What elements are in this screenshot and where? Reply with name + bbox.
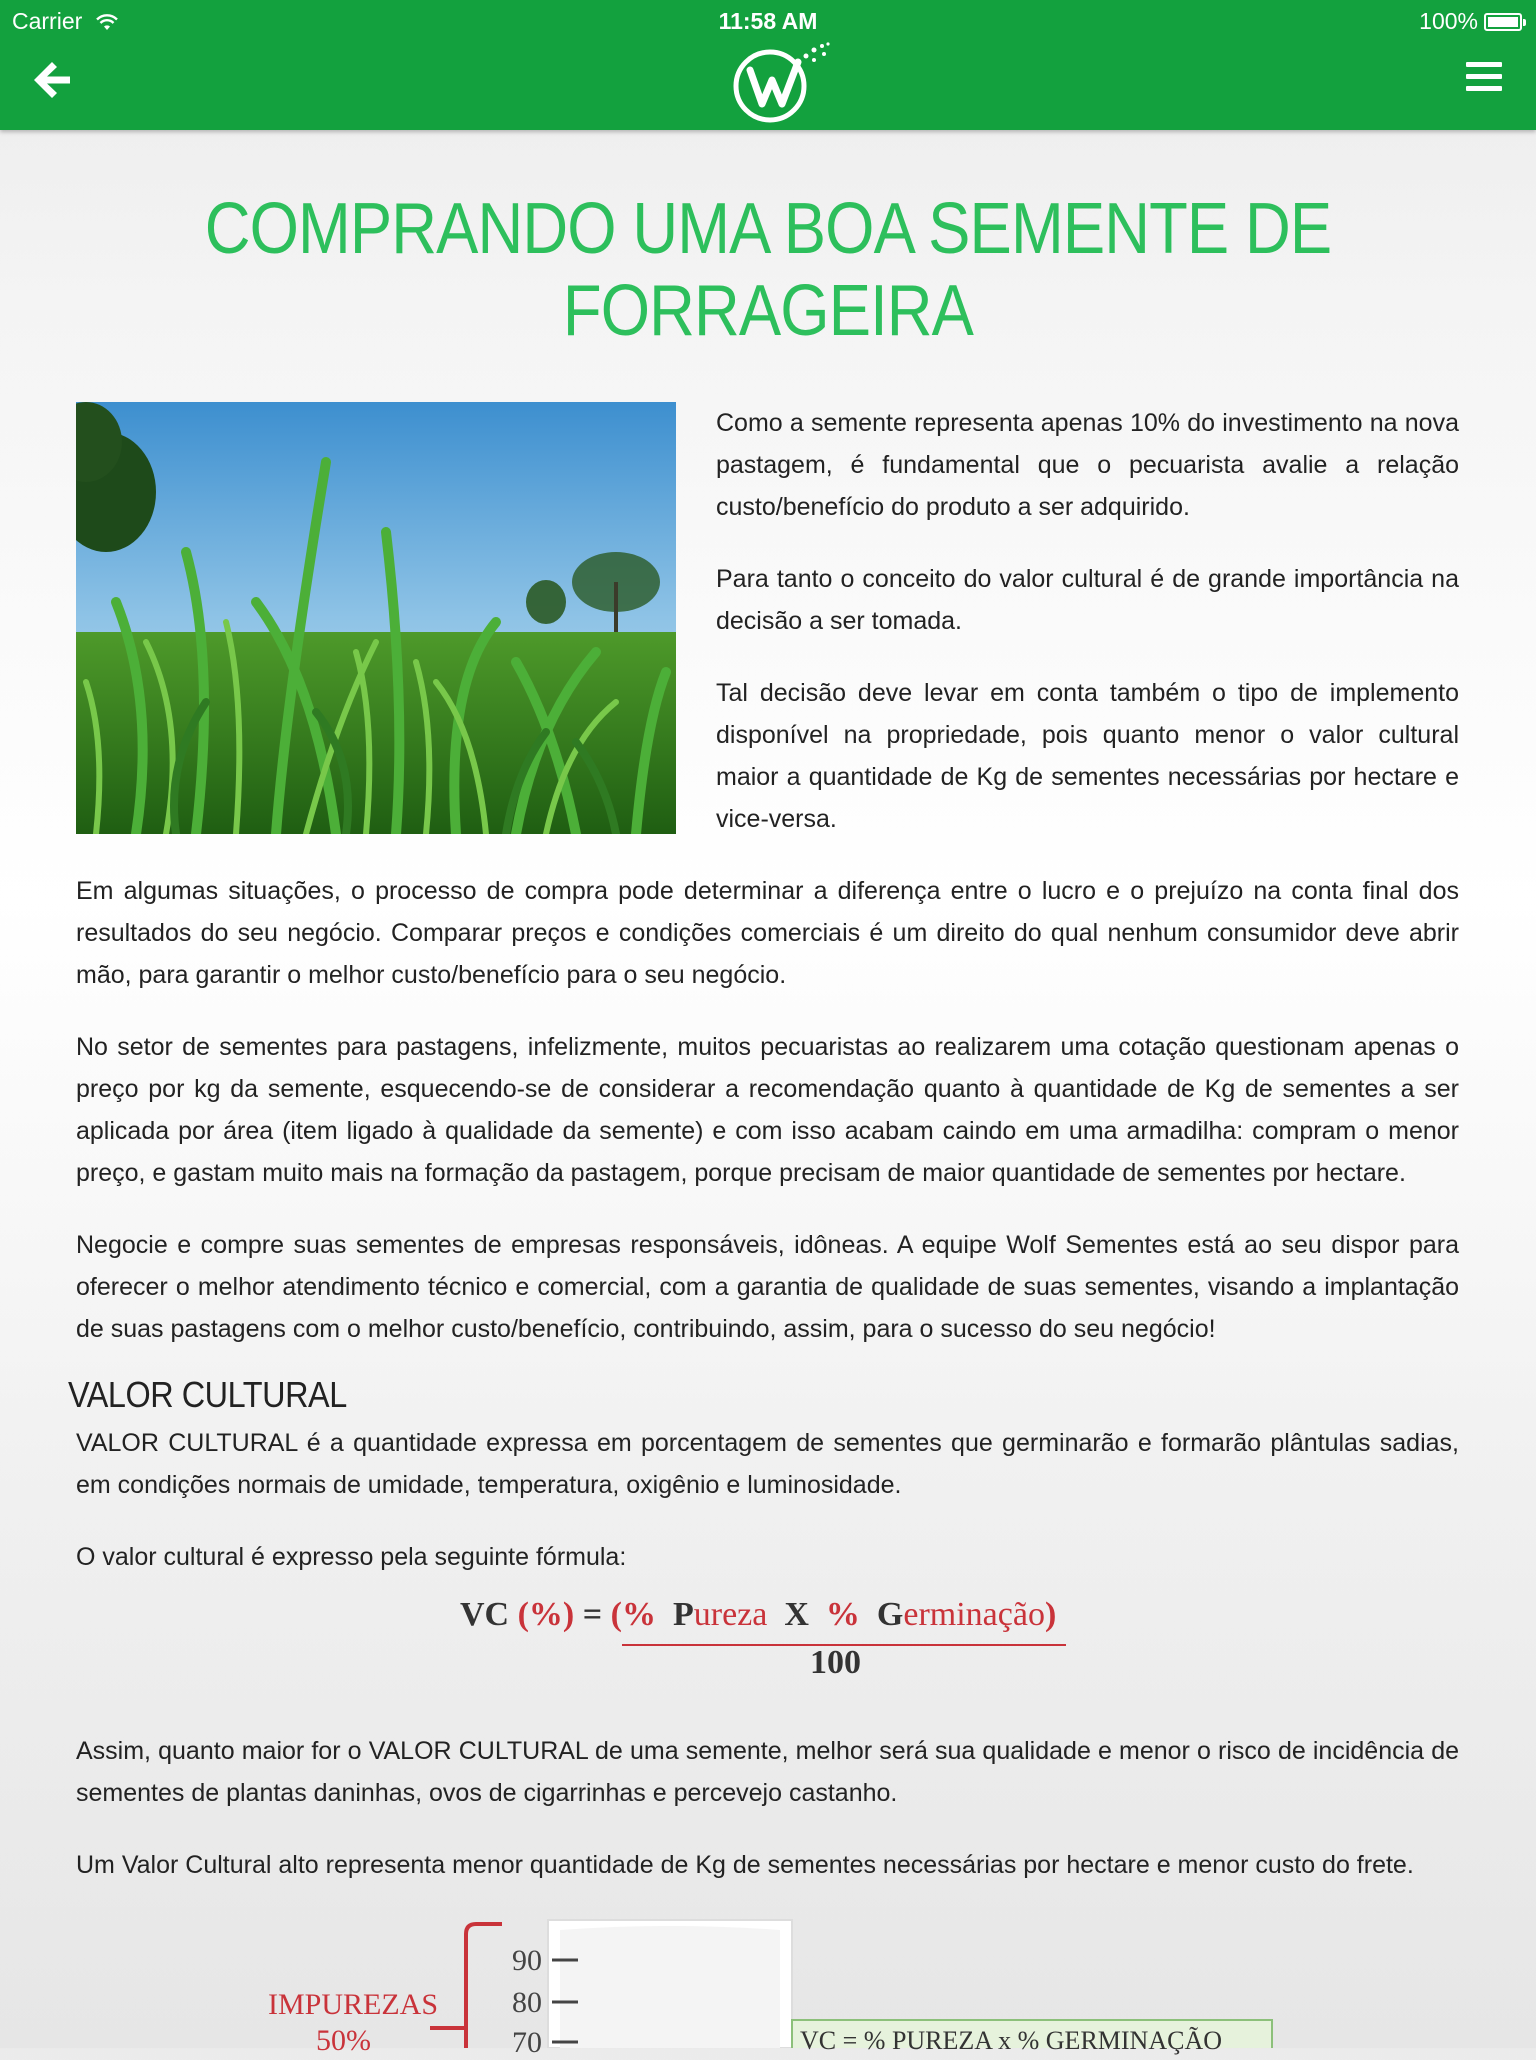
- formula-lhs: VC: [460, 1596, 510, 1633]
- carrier-label: Carrier: [12, 8, 83, 34]
- formula-germinacao: erminação: [903, 1596, 1045, 1633]
- formula-percent-1: %: [621, 1596, 656, 1633]
- paragraph-vc-definition: VALOR CULTURAL é a quantidade expressa em porcentagem de sementes que germinarão e formarão plântulas sadias, em condições normais de umidade, temperatura, oxigênio e luminosidade.: [76, 1429, 1459, 1499]
- tick-70: 70: [512, 2026, 542, 2059]
- top-bar: [0, 0, 1536, 130]
- formula-lhs-unit: (%): [517, 1596, 575, 1633]
- tick-80: 80: [512, 1986, 542, 2019]
- impurezas-label: IMPUREZAS: [268, 1988, 439, 2021]
- formula-open-paren: (: [610, 1596, 622, 1633]
- formula-denominator: 100: [810, 1644, 861, 1681]
- intro-paragraph-1: Como a semente representa apenas 10% do investimento na nova pastagem, é fundamental que o pecuarista avalie a relação custo/benefício do produto a ser adquirido.: [716, 409, 1459, 521]
- tick-90: 90: [512, 1944, 542, 1977]
- paragraph-negotiate: Negocie e compre suas sementes de empresas responsáveis, idôneas. A equipe Wolf Sementes está ao seu dispor para oferecer o melhor atendimento técnico e comercial, com a garantia de qualidade de suas sementes, visando a implantação de suas pastagens com o melhor custo/benefício, contribuindo, assim, para o sucesso do seu negócio!: [76, 1231, 1459, 1343]
- formula-numerator: [460, 1596, 1056, 1634]
- status-battery: [1419, 8, 1522, 35]
- paragraph-formula-intro: O valor cultural é expresso pela seguinte fórmula:: [76, 1543, 627, 1571]
- infographic-formula-box: VC = % PUREZA x % GERMINAÇÃO: [800, 2026, 1223, 2055]
- status-time: 11:58 AM: [718, 8, 818, 34]
- formula-percent-2: %: [825, 1596, 860, 1633]
- page-title: COMPRANDO UMA BOA SEMENTE DE FORRAGEIRA: [204, 189, 1332, 351]
- formula-equals: =: [582, 1596, 603, 1633]
- paragraph-higher-vc: Assim, quanto maior for o VALOR CULTURAL de uma semente, melhor será sua qualidade e menor o risco de incidência de sementes de plantas daninhas, ovos de cigarrinhas e percevejo castanho.: [76, 1737, 1459, 1807]
- intro-paragraph-3: Tal decisão deve levar em conta também o tipo de implemento disponível na propriedade, pois quanto menor o valor cultural maior a quantidade de Kg de sementes necessárias por hectare e vice-versa.: [716, 679, 1459, 833]
- formula-p: P: [672, 1596, 694, 1633]
- paragraph-high-vc-cost: Um Valor Cultural alto representa menor quantidade de Kg de sementes necessárias por hectare e menor custo do frete.: [76, 1851, 1414, 1879]
- intro-paragraph-2: Para tanto o conceito do valor cultural é de grande importância na decisão a ser tomada.: [716, 565, 1459, 635]
- wolf-logo[interactable]: [728, 40, 832, 124]
- formula-close-paren: ): [1044, 1596, 1057, 1633]
- paragraph-purchase-process: Em algumas situações, o processo de compra pode determinar a diferença entre o lucro e o prejuízo na conta final dos resultados do seu negócio. Comparar preços e condições comerciais é um direito do qual nenhum consumidor deve abrir mão, para garantir o melhor custo/benefício para o seu negócio.: [76, 877, 1459, 989]
- hamburger-menu-icon[interactable]: [1466, 62, 1502, 94]
- seed-bag-infographic: [240, 1900, 1300, 2059]
- battery-icon: [1484, 13, 1522, 31]
- section-title-valor-cultural: VALOR CULTURAL: [68, 1374, 347, 1415]
- back-arrow-icon[interactable]: [30, 58, 74, 102]
- formula-g: G: [876, 1596, 904, 1633]
- impurezas-value: 50%: [316, 2024, 371, 2057]
- battery-percent: 100%: [1419, 8, 1478, 34]
- vc-formula: [460, 1596, 1160, 1681]
- paragraph-seed-sector: No setor de sementes para pastagens, infelizmente, muitos pecuaristas ao realizarem uma cotação questionam apenas o preço por kg da semente, esquecendo-se de considerar a recomendação quanto à quantidade de Kg de sementes a ser aplicada por área (item ligado à qualidade da semente) e com isso acabam caindo em uma armadilha: compram o menor preço, e gastam muito mais na formação da pastagem, porque precisam de maior quantidade de sementes por hectare.: [76, 1033, 1459, 1187]
- grass-field-image: [76, 402, 676, 834]
- formula-times: X: [784, 1596, 809, 1633]
- formula-pureza: ureza: [693, 1596, 768, 1633]
